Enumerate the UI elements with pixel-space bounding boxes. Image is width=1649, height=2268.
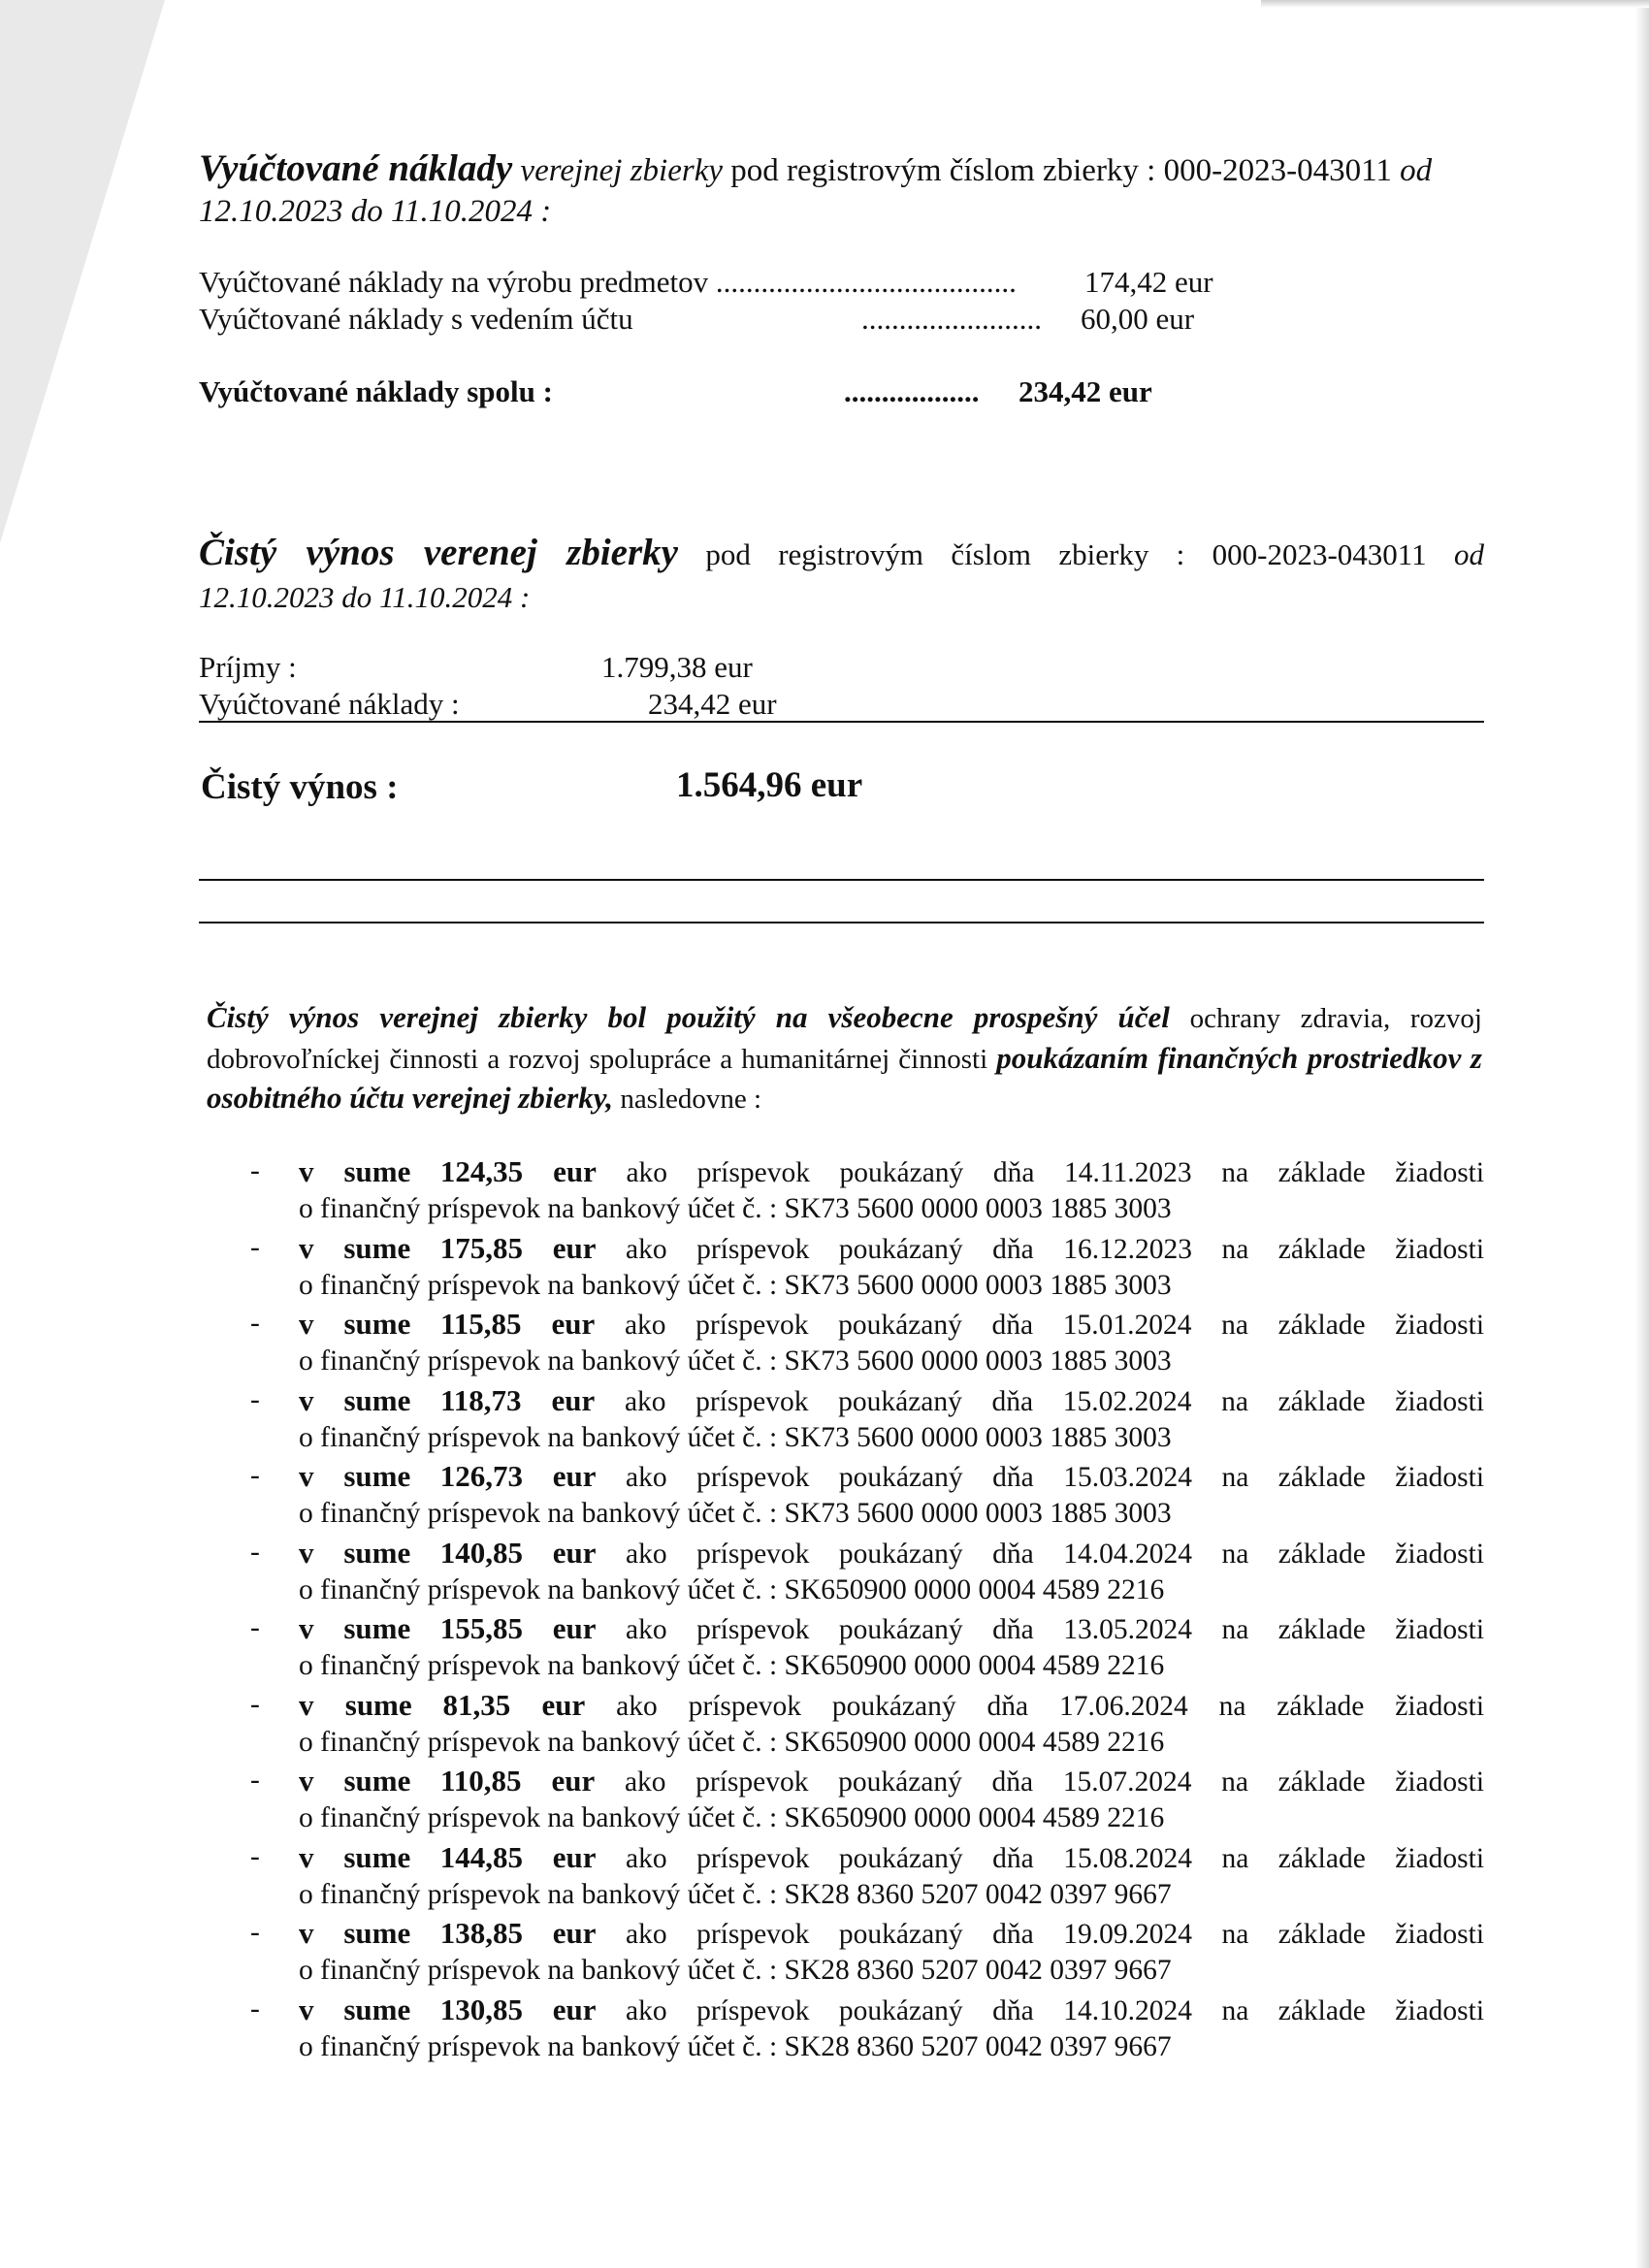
- list-item: [250, 1609, 1484, 1686]
- item-end: na základe žiadosti: [1221, 1233, 1485, 1265]
- item-amount: 118,73 eur: [440, 1382, 596, 1417]
- net-yield-period: 12.10.2023 do 11.10.2024 :: [199, 579, 531, 614]
- usage-paragraph: [207, 997, 1482, 1118]
- usage-intro-bold: Čistý výnos verejnej zbierky bol použitý na všeobecne prospešný účel: [207, 1000, 1170, 1034]
- item-prefix: v sume: [299, 1839, 411, 1874]
- list-item: [250, 1914, 1484, 1991]
- item-account: o finančný príspevok na bankový účet č. : SK73 5600 0000 0003 1885 3003: [299, 1345, 1172, 1377]
- item-amount: 144,85 eur: [439, 1839, 597, 1874]
- list-item: [250, 1305, 1484, 1381]
- divider: [199, 879, 1484, 881]
- item-amount: 175,85 eur: [439, 1230, 597, 1265]
- list-dash: -: [250, 1231, 260, 1263]
- item-mid: ako príspevok poukázaný dňa: [624, 1385, 1034, 1417]
- item-account: o finančný príspevok na bankový účet č. : SK73 5600 0000 0003 1885 3003: [299, 1498, 1172, 1529]
- cost-row-label: Vyúčtované náklady s vedením účtu: [199, 302, 633, 336]
- costs-heading-regular: pod registrovým číslom zbierky : 000-2023-043011: [730, 153, 1392, 188]
- item-mid: ako príspevok poukázaný dňa: [626, 1994, 1034, 2026]
- item-date: 16.12.2023: [1063, 1233, 1192, 1265]
- item-amount: 126,73 eur: [439, 1459, 597, 1493]
- item-end: na základe žiadosti: [1221, 1842, 1485, 1874]
- divider: [199, 721, 1484, 723]
- item-end: na základe žiadosti: [1221, 1614, 1485, 1645]
- list-dash: -: [250, 1308, 260, 1339]
- contributions-list: [250, 1152, 1484, 2066]
- item-account: o finančný príspevok na bankový účet č. : SK28 8360 5207 0042 0397 9667: [299, 1878, 1172, 1910]
- item-end: na základe žiadosti: [1221, 1919, 1485, 1950]
- item-amount: 140,85 eur: [439, 1535, 597, 1570]
- item-account: o finančný príspevok na bankový účet č. : SK28 8360 5207 0042 0397 9667: [299, 1955, 1172, 1986]
- list-dash: -: [250, 1840, 260, 1872]
- list-dash: -: [250, 1383, 260, 1415]
- item-date: 14.10.2024: [1063, 1994, 1192, 2026]
- item-account: o finančný príspevok na bankový účet č. : SK28 8360 5207 0042 0397 9667: [299, 2030, 1172, 2062]
- item-mid: ako príspevok poukázaný dňa: [626, 1462, 1034, 1493]
- item-prefix: v sume: [299, 1307, 411, 1341]
- item-amount: 138,85 eur: [439, 1916, 597, 1950]
- net-amount: 1.564,96 eur: [676, 765, 863, 805]
- cost-row-dots: ........................: [861, 302, 1042, 336]
- list-item: [250, 1229, 1484, 1306]
- item-account: o finančný príspevok na bankový účet č. : SK73 5600 0000 0003 1885 3003: [299, 1269, 1172, 1301]
- item-end: na základe žiadosti: [1221, 1385, 1485, 1417]
- costs-label: Vyúčtované náklady :: [199, 687, 460, 721]
- item-end: na základe žiadosti: [1218, 1690, 1485, 1722]
- item-prefix: v sume: [299, 1154, 411, 1188]
- scan-top-edge: [1261, 0, 1649, 8]
- item-prefix: v sume: [299, 1230, 411, 1265]
- item-prefix: v sume: [299, 1382, 411, 1417]
- item-end: na základe žiadosti: [1221, 1538, 1485, 1570]
- list-item: [250, 1762, 1484, 1838]
- costs-heading-italic: verejnej zbierky: [520, 153, 724, 188]
- item-prefix: v sume: [299, 1535, 411, 1570]
- net-yield-heading-regular: pod registrovým číslom zbierky : 000-2023-043011: [705, 537, 1427, 571]
- list-dash: -: [250, 1993, 260, 2025]
- cost-row-production: [199, 265, 1017, 300]
- item-mid: ako príspevok poukázaný dňa: [624, 1310, 1034, 1341]
- item-mid: ako príspevok poukázaný dňa: [616, 1690, 1029, 1722]
- list-item: [250, 1534, 1484, 1610]
- item-account: o finančný príspevok na bankový účet č. : SK650900 0000 0004 4589 2216: [299, 1802, 1165, 1833]
- net-yield-heading: [199, 529, 1484, 617]
- item-account: o finančný príspevok na bankový účet č. : SK650900 0000 0004 4589 2216: [299, 1650, 1165, 1681]
- list-dash: -: [250, 1688, 260, 1720]
- item-mid: ako príspevok poukázaný dňa: [626, 1157, 1035, 1188]
- item-date: 14.11.2023: [1064, 1157, 1192, 1188]
- item-amount: 81,35 eur: [442, 1687, 586, 1722]
- item-amount: 115,85 eur: [440, 1307, 596, 1341]
- net-yield-heading-bold: Čistý výnos verenej zbierky: [199, 532, 678, 573]
- item-mid: ako príspevok poukázaný dňa: [626, 1919, 1034, 1950]
- income-label: Príjmy :: [199, 650, 297, 684]
- costs-heading-od: od: [1400, 153, 1433, 188]
- list-item: [250, 1457, 1484, 1534]
- list-dash: -: [250, 1460, 260, 1491]
- divider: [199, 922, 1484, 923]
- list-item: [250, 1838, 1484, 1915]
- list-item: [250, 1991, 1484, 2067]
- item-end: na základe žiadosti: [1221, 1766, 1485, 1798]
- item-prefix: v sume: [299, 1459, 411, 1493]
- list-dash: -: [250, 1765, 260, 1796]
- item-date: 15.08.2024: [1063, 1842, 1192, 1874]
- item-date: 14.04.2024: [1063, 1538, 1192, 1570]
- income-amount: 1.799,38 eur: [601, 650, 753, 684]
- cost-row-label: Vyúčtované náklady na výrobu predmetov ........................................: [199, 265, 1017, 299]
- item-amount: 130,85 eur: [439, 1992, 597, 2026]
- item-date: 19.09.2024: [1063, 1919, 1192, 1950]
- item-date: 15.07.2024: [1062, 1766, 1192, 1798]
- item-prefix: v sume: [299, 1611, 411, 1645]
- item-end: na základe žiadosti: [1221, 1994, 1485, 2026]
- list-item: [250, 1686, 1484, 1763]
- item-prefix: v sume: [299, 1764, 411, 1798]
- item-mid: ako príspevok poukázaný dňa: [626, 1614, 1034, 1645]
- costs-total-dots: ..................: [844, 374, 980, 408]
- item-mid: ako príspevok poukázaný dňa: [626, 1233, 1034, 1265]
- costs-heading-bold: Vyúčtované náklady: [199, 147, 513, 189]
- net-label: Čistý výnos :: [201, 767, 399, 807]
- usage-intro-end: nasledovne :: [620, 1084, 762, 1116]
- item-date: 15.03.2024: [1063, 1462, 1192, 1493]
- item-mid: ako príspevok poukázaný dňa: [626, 1538, 1034, 1570]
- item-date: 17.06.2024: [1058, 1690, 1188, 1722]
- item-account: o finančný príspevok na bankový účet č. : SK650900 0000 0004 4589 2216: [299, 1573, 1165, 1605]
- usage-intro-bold2: poukázaním finančných prostriedkov z osobitného účtu verejnej zbierky,: [207, 1040, 1482, 1116]
- item-date: 15.02.2024: [1062, 1385, 1192, 1417]
- item-prefix: v sume: [299, 1992, 411, 2026]
- cost-row-amount: 174,42 eur: [1084, 265, 1213, 299]
- item-amount: 124,35 eur: [439, 1154, 597, 1188]
- item-account: o finančný príspevok na bankový účet č. : SK650900 0000 0004 4589 2216: [299, 1726, 1165, 1758]
- item-end: na základe žiadosti: [1221, 1462, 1485, 1493]
- list-dash: -: [250, 1612, 260, 1643]
- item-account: o finančný príspevok na bankový účet č. : SK73 5600 0000 0003 1885 3003: [299, 1193, 1172, 1224]
- list-dash: -: [250, 1155, 260, 1186]
- costs-amount: 234,42 eur: [648, 687, 777, 721]
- list-dash: -: [250, 1917, 260, 1948]
- costs-total-amount: 234,42 eur: [1018, 374, 1152, 408]
- scan-edge: [1635, 0, 1649, 2268]
- net-yield-heading-od: od: [1454, 537, 1485, 571]
- list-item: [250, 1381, 1484, 1458]
- costs-heading: [199, 146, 1484, 231]
- item-prefix: v sume: [299, 1687, 412, 1722]
- item-mid: ako príspevok poukázaný dňa: [626, 1842, 1034, 1874]
- item-mid: ako príspevok poukázaný dňa: [624, 1766, 1034, 1798]
- costs-total-label: Vyúčtované náklady spolu :: [199, 374, 553, 408]
- costs-period: 12.10.2023 do 11.10.2024 :: [199, 193, 552, 229]
- item-date: 15.01.2024: [1062, 1310, 1192, 1341]
- list-item: [250, 1152, 1484, 1229]
- usage-intro-text: ochrany zdravia, rozvoj dobrovoľníckej činnosti a rozvoj spolupráce a humanitárnej činnosti: [207, 1003, 1482, 1075]
- item-amount: 155,85 eur: [439, 1611, 597, 1645]
- item-amount: 110,85 eur: [440, 1764, 596, 1798]
- item-account: o finančný príspevok na bankový účet č. : SK73 5600 0000 0003 1885 3003: [299, 1421, 1172, 1453]
- item-prefix: v sume: [299, 1916, 411, 1950]
- item-date: 13.05.2024: [1063, 1614, 1192, 1645]
- item-end: na základe žiadosti: [1221, 1157, 1485, 1188]
- item-end: na základe žiadosti: [1221, 1310, 1485, 1341]
- cost-row-amount: 60,00 eur: [1081, 302, 1195, 336]
- cost-row-account: [199, 302, 633, 337]
- list-dash: -: [250, 1536, 260, 1568]
